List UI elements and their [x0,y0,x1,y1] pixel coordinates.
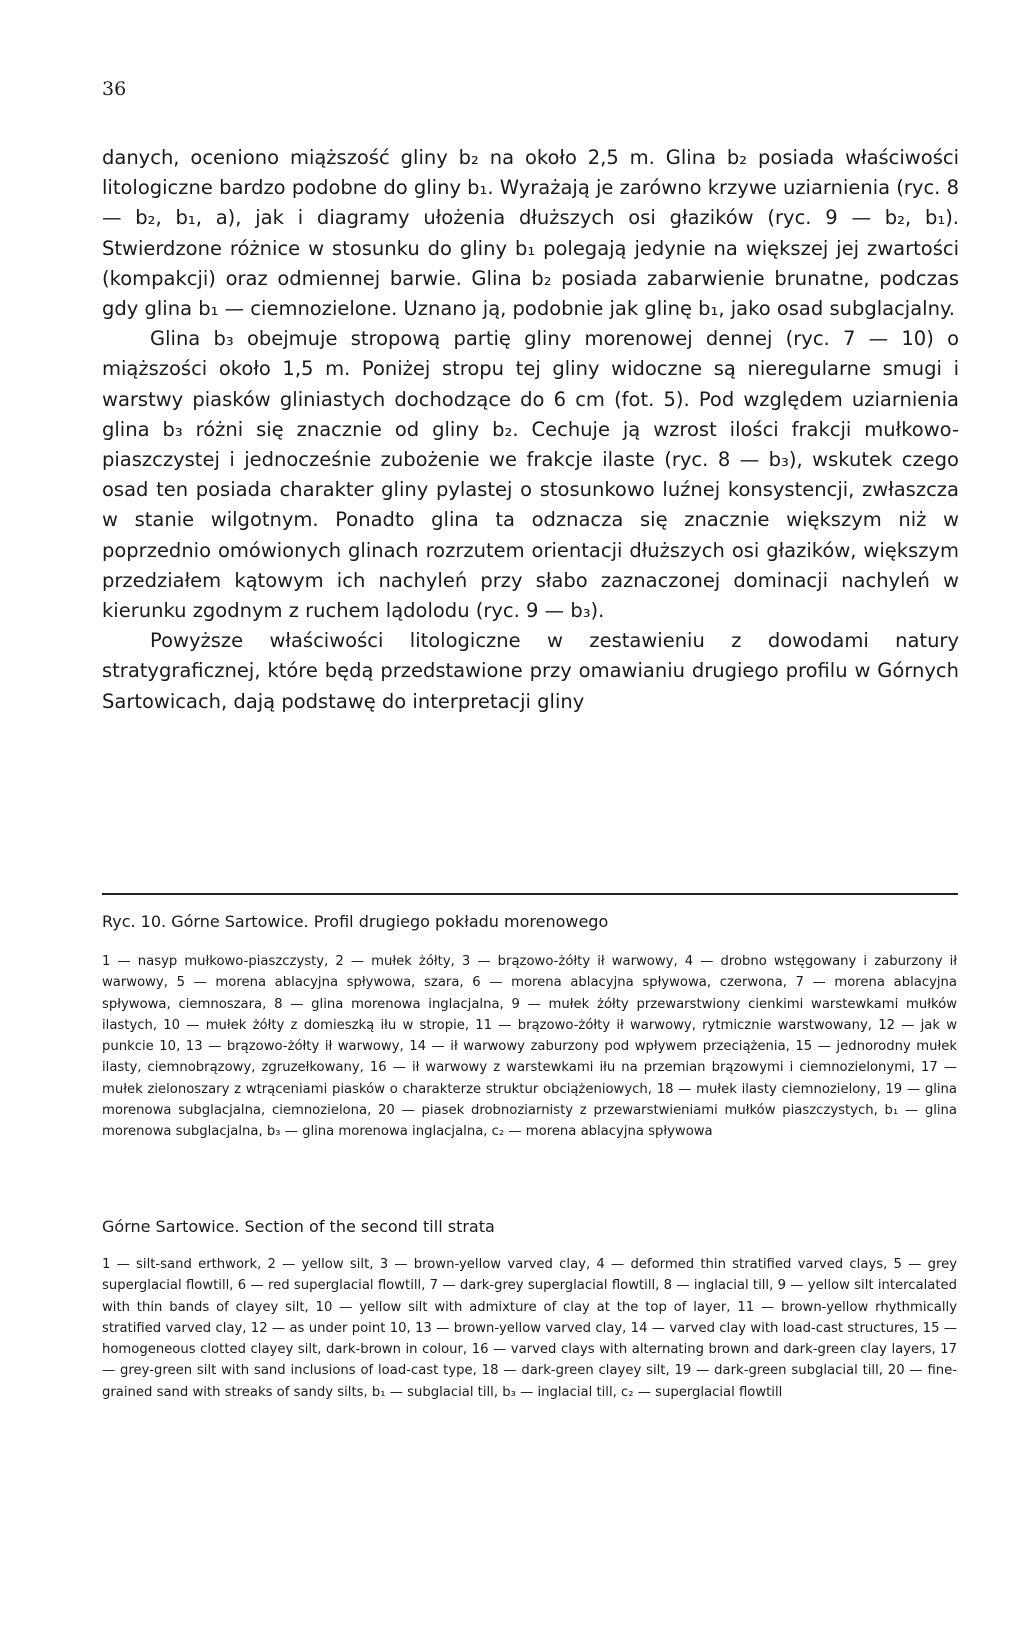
body-text [102,143,959,717]
page-number: 36 [102,78,127,100]
caption-divider [102,893,958,895]
paragraph: Powyższe właściwości litologiczne w zestawieniu z dowodami natury stratygraficznej, które będą przedstawione przy omawianiu drugiego profilu w Górnych Sartowicach, dają podstawę do interpretacji gliny [102,629,959,713]
figure-legend-pl: 1 — nasyp mułkowo-piaszczysty, 2 — mułek żółty, 3 — brązowo-żółty ił warwowy, 4 — drobno wstęgowany i zaburzony ił warwowy, 5 — morena ablacyjna spływowa, szara, 6 — morena ablacyjna spływowa, czerwona, 7 — morena ablacyjna spływowa, ciemnoszara, 8 — glina morenowa inglacjalna, 9 — mułek żółty przewarstwiony cienkimi warstewkami mułków ilastych, 10 — mułek żółty z domieszką iłu w stropie, 11 — brązowo-żółty ił warwowy, rytmicznie warstwowany, 12 — jak w punkcie 10, 13 — brązowo-żółty ił warwowy, 14 — ił warwowy zaburzony pod wpływem przeciążenia, 15 — jednorodny mułek ilasty, ciemnobrązowy, zgruzełkowany, 16 — ił warwowy z warstewkami iłu na przemian brązowymi i ciemnozielonymi, 17 — mułek zielonoszary z wtrąceniami piasków o charakterze struktur obciążeniowych, 18 — mułek ilasty ciemnozielony, 19 — glina morenowa subglacjalna, ciemnozielona, 20 — piasek drobnoziarnisty z przewarstwieniami mułków piaszczystych, b₁ — glina morenowa subglacjalna, b₃ — glina morenowa inglacjalna, c₂ — morena ablacyjna spływowa [102,954,957,1140]
figure-caption-title-en: Górne Sartowice. Section of the second till strata [102,1217,495,1236]
paragraph: danych, oceniono miąższość gliny b₂ na około 2,5 m. Glina b₂ posiada właściwości litologiczne bardzo podobne do gliny b₁. Wyrażają je zarówno krzywe uziarnienia (ryc. 8 — b₂, b₁, a), jak i diagramy ułożenia dłuższych osi głazików (ryc. 9 — b₂, b₁). Stwierdzone różnice w stosunku do gliny b₁ polegają jedynie na większej jej zwartości (kompakcji) oraz odmiennej barwie. Glina b₂ posiada zabarwienie brunatne, podczas gdy glina b₁ — ciemnozielone. Uznano ją, podobnie jak glinę b₁, jako osad subglacjalny. [102,146,959,321]
paragraph: Glina b₃ obejmuje stropową partię gliny morenowej dennej (ryc. 7 — 10) o miąższości około 1,5 m. Poniżej stropu tej gliny widoczne są nieregularne smugi i warstwy piasków gliniastych dochodzące do 6 cm (fot. 5). Pod względem uziarnienia glina b₃ różni się znacznie od gliny b₂. Cechuje ją wzrost ilości frakcji mułkowo-piaszczystej i jednocześnie zubożenie we frakcje ilaste (ryc. 8 — b₃), wskutek czego osad ten posiada charakter gliny pylastej o stosunkowo luźnej konsystencji, zwłaszcza w stanie wilgotnym. Ponadto glina ta odznacza się znacznie większym niż w poprzednio omówionych glinach rozrzutem orientacji dłuższych osi głazików, większym przedziałem kątowym ich nachyleń przy słabo zaznaczonej dominacji nachyleń w kierunku zgodnym z ruchem lądolodu (ryc. 9 — b₃). [102,327,959,623]
figure-legend-en: 1 — silt-sand erthwork, 2 — yellow silt, 3 — brown-yellow varved clay, 4 — deformed thin stratified varved clays, 5 — grey superglacial flowtill, 6 — red superglacial flowtill, 7 — dark-grey superglacial flowtill, 8 — inglacial till, 9 — yellow silt intercalated with thin bands of clayey silt, 10 — yellow silt with admixture of clay at the top of layer, 11 — brown-yellow rhythmically stratified varved clay, 12 — as under point 10, 13 — brown-yellow varved clay, 14 — varved clay with load-cast structures, 15 — homogeneous clotted clayey silt, dark-brown in colour, 16 — varved clays with alternating brown and dark-green clay layers, 17 — grey-green silt with sand inclusions of load-cast type, 18 — dark-green clayey silt, 19 — dark-green subglacial till, 20 — fine-grained sand with streaks of sandy silts, b₁ — subglacial till, b₃ — inglacial till, c₂ — superglacial flowtill [102,1257,957,1400]
figure-caption-title-pl: Ryc. 10. Górne Sartowice. Profil drugiego pokładu morenowego [102,912,609,931]
